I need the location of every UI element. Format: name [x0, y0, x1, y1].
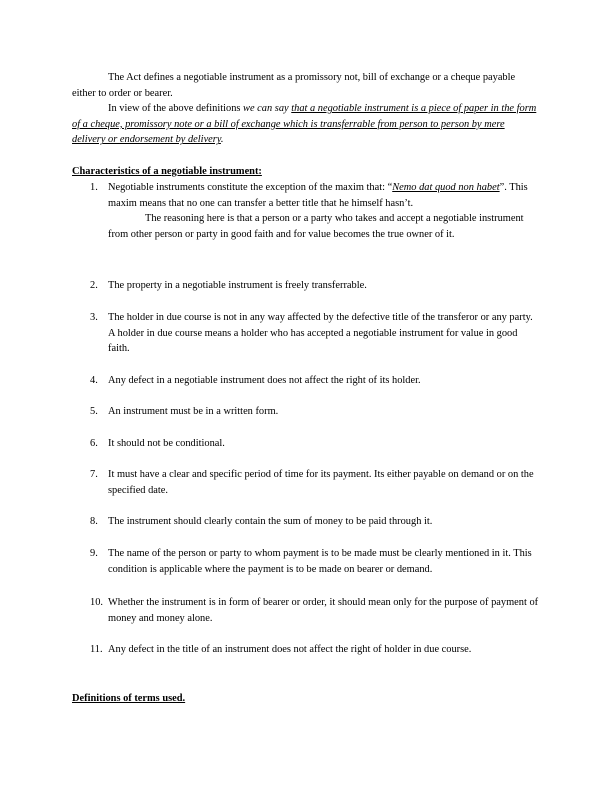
list-item-text: It should not be conditional.	[108, 438, 225, 449]
list-item-text: Any defect in a negotiable instrument does not affect the right of its holder.	[108, 375, 421, 386]
list-item-text: The property in a negotiable instrument is freely transferrable.	[108, 280, 367, 291]
latin-maxim: Nemo dat quod non habet	[392, 182, 500, 193]
list-item-number: 5.	[90, 406, 98, 417]
intro-paragraph-1-text: The Act defines a negotiable instrument as a promissory not, bill of exchange or a cheque payable either to order or bearer.	[72, 72, 516, 99]
intro-paragraph-2-lead: In view of the above definitions	[108, 103, 244, 114]
list-item-text: An instrument must be in a written form.	[108, 406, 279, 417]
list-item-number: 7.	[90, 469, 98, 480]
characteristics-heading: Characteristics of a negotiable instrument:	[72, 166, 262, 177]
definitions-heading: Definitions of terms used.	[72, 693, 186, 704]
list-item-number: 1.	[90, 182, 98, 193]
intro-paragraph-2-definition: that a negotiable instrument is a piece of paper in the form of a cheque, promissory note or a bill of exchange which is transferrable from person to person by mere delivery or endorsement by delivery	[72, 103, 537, 146]
list-item-body: Negotiable instruments constitute the exception of the maxim that: “Nemo dat quod non habet”. This maxim means that no one can transfer a better title that he himself hasn’t. The reasoning here is that a person or a party who takes and accept a negotiable instrument from other person or party in good faith and for value becomes the true owner of it.	[108, 182, 528, 241]
list-item-number: 4.	[90, 375, 98, 386]
list-item-text: Whether the instrument is in form of bearer or order, it should mean only for the purpose of payment of money and money alone.	[108, 597, 539, 624]
list-item-text: Any defect in the title of an instrument does not affect the right of holder in due course.	[108, 644, 472, 655]
list-item-number: 6.	[90, 438, 98, 449]
list-item-text: The instrument should clearly contain the sum of money to be paid through it.	[108, 516, 433, 527]
list-item-number: 9.	[90, 548, 98, 559]
list-item-text: It must have a clear and specific period of time for its payment. Its either payable on demand or on the specified date.	[108, 469, 534, 496]
list-item-text: The name of the person or party to whom payment is to be made must be clearly mentioned in it. This condition is applicable where the payment is to be made on bearer or demand.	[108, 548, 532, 575]
list-item-text: The holder in due course is not in any way affected by the defective title of the transferor or any party. A holder in due course means a holder who has accepted a negotiable instrument for value in good faith.	[108, 312, 533, 355]
list-item-number: 3.	[90, 312, 98, 323]
list-item-number: 8.	[90, 516, 98, 527]
intro-paragraph-1	[72, 70, 540, 101]
intro-paragraph-2	[72, 101, 540, 148]
intro-paragraph-2-italic: we can say	[243, 103, 292, 114]
list-item-number: 10.	[90, 597, 103, 608]
list-item-number: 11.	[90, 644, 103, 655]
list-item-number: 2.	[90, 280, 98, 291]
intro-paragraph-2-end: .	[220, 134, 224, 146]
list-item-explanation: The reasoning here is that a person or a party who takes and accept a negotiable instrument from other person or party in good faith and for value becomes the true owner of it.	[108, 213, 524, 241]
